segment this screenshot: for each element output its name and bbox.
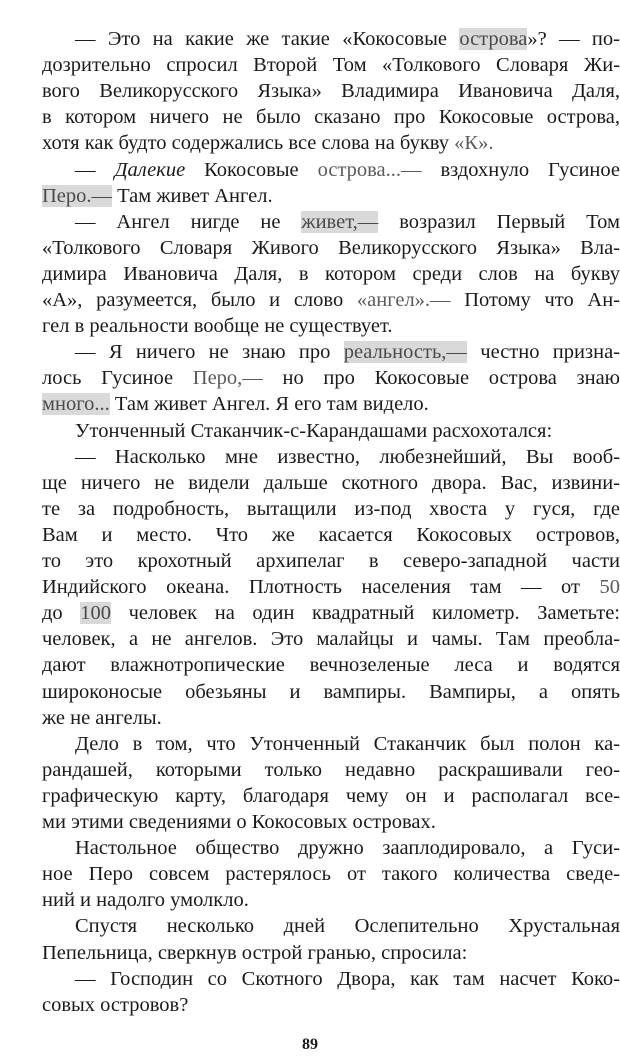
text-line xyxy=(42,470,620,496)
text-segment: Потому что Ан- xyxy=(450,289,620,311)
text-segment: графическую карту, благодаря чему он и располагал все- xyxy=(42,784,620,807)
text-line xyxy=(42,809,620,835)
text-line xyxy=(42,183,620,209)
text-segment: но про Кокосовые острова знаю xyxy=(262,367,620,390)
text-line xyxy=(42,313,620,339)
highlighted-word: 50 xyxy=(599,576,620,599)
highlighted-word: Перо,— xyxy=(192,367,263,390)
highlighted-word: живет,— xyxy=(301,210,379,233)
text-line xyxy=(75,966,620,992)
text-line xyxy=(75,418,620,444)
text-segment: широконосые обезьяны и вампиры. Вампиры, а опять xyxy=(42,680,620,703)
text-line xyxy=(42,496,620,522)
text-segment: возразил Первый Том xyxy=(378,210,620,233)
text-segment: Далекие xyxy=(114,158,186,181)
text-line xyxy=(75,444,620,470)
text-segment: хотя как будто содержались все слова на букву xyxy=(42,132,455,155)
highlighted-word: острова xyxy=(459,28,528,50)
text-segment: ний и надолго умолкло. xyxy=(42,889,249,912)
text-segment: — Господин со Скотного Двора, как там насчет Коко- xyxy=(75,967,620,990)
text-segment: те за подробность, вытащили из-под хвоста у гуся, где xyxy=(42,497,620,520)
text-segment: ми этими сведениями о Кокосовых островах. xyxy=(42,811,436,833)
text-line xyxy=(42,52,620,78)
text-line xyxy=(75,913,620,939)
text-line xyxy=(42,783,620,809)
text-line xyxy=(42,287,620,313)
text-line xyxy=(75,26,620,52)
text-line xyxy=(42,679,620,705)
text-segment: дозрительно спросил Второй Том «Толкового Словаря Жи- xyxy=(42,54,620,77)
text-segment: — Это на какие же такие «Кокосовые xyxy=(75,28,460,50)
text-segment: честно призна- xyxy=(466,341,620,364)
text-segment: димира Ивановича Даля, в котором среди слов на букву xyxy=(42,262,620,285)
text-line xyxy=(42,940,620,966)
text-segment: человек на один квадратный километр. Заметьте: xyxy=(111,602,620,625)
text-segment: рандашей, которыми только недавно раскрашивали гео- xyxy=(42,758,620,781)
text-line xyxy=(75,835,620,861)
text-segment: «А», разумеется, было и слово xyxy=(42,289,357,311)
highlighted-word: острова...— xyxy=(317,158,422,181)
text-segment: »? — по- xyxy=(527,28,620,50)
text-line xyxy=(42,861,620,887)
text-line xyxy=(75,339,620,365)
text-line xyxy=(42,757,620,783)
text-segment: лось Гусиное xyxy=(42,367,193,390)
text-segment: совых островов? xyxy=(42,993,189,1016)
text-line xyxy=(42,887,620,913)
text-line xyxy=(42,78,620,104)
text-line xyxy=(42,574,620,600)
highlighted-word: много... xyxy=(42,393,110,416)
text-segment: ще ничего не видели дальше скотного двора. Вас, извини- xyxy=(42,471,620,494)
text-segment: Там живет Ангел. xyxy=(112,184,273,207)
text-segment: Пепельница, сверкнув острой гранью, спросила: xyxy=(42,941,468,964)
text-segment: ное Перо совсем растерялось от такого количества сведе- xyxy=(42,863,620,886)
text-segment: Индийского океана. Плотность населения там — от xyxy=(42,576,600,599)
text-segment: гел в реальности вообще не существует. xyxy=(42,315,393,338)
text-line xyxy=(75,157,620,183)
text-segment: до xyxy=(42,602,81,625)
text-segment: то это крохотный архипелаг в северо-западной части xyxy=(42,550,620,572)
text-segment: вого Великорусского Языка» Владимира Ивановича Даля, xyxy=(42,80,620,103)
text-segment: человек, а не ангелов. Это малайцы и чамы. Там преобла- xyxy=(42,628,620,651)
text-line xyxy=(42,261,620,287)
text-line xyxy=(75,731,620,757)
highlighted-word: «ангел».— xyxy=(356,289,451,311)
text-line xyxy=(42,992,620,1018)
text-line xyxy=(42,600,620,626)
text-segment: вздохнуло Гусиное xyxy=(421,158,620,181)
text-line xyxy=(42,391,620,417)
text-line xyxy=(42,705,620,731)
highlighted-word: 100 xyxy=(80,602,112,625)
text-segment: «Толкового Словаря Живого Великорусского Языка» Вла- xyxy=(42,236,620,259)
text-segment: Кокосовые xyxy=(185,158,318,181)
text-line xyxy=(42,130,620,156)
text-line xyxy=(42,626,620,652)
text-segment: в котором ничего не было сказано про Кокосовые острова, xyxy=(42,106,620,129)
text-segment: Вам и место. Что же касается Кокосовых островов, xyxy=(42,523,620,546)
text-line xyxy=(42,522,620,548)
text-line xyxy=(42,548,620,574)
text-segment: — Я ничего не знаю про xyxy=(75,341,344,364)
text-segment: Утонченный Стаканчик-с-Карандашами расхохотался: xyxy=(75,419,553,442)
highlighted-word: Перо.— xyxy=(42,184,113,207)
page-number: 89 xyxy=(302,1036,318,1053)
text-line xyxy=(42,365,620,391)
text-line xyxy=(42,235,620,261)
highlighted-word: «К». xyxy=(454,132,494,155)
text-segment: — Ангел нигде не xyxy=(75,210,302,233)
highlighted-word: реальность,— xyxy=(343,341,467,364)
text-segment: Спустя несколько дней Ослепительно Хрустальная xyxy=(75,915,620,938)
text-segment: — Насколько мне известно, любезнейший, Вы вооб- xyxy=(75,445,620,468)
text-line xyxy=(75,209,620,235)
text-segment: Настольное общество дружно зааплодировало, а Гуси- xyxy=(75,837,620,860)
text-line xyxy=(42,652,620,678)
text-segment: дают влажнотропические вечнозеленые леса и водятся xyxy=(42,654,620,677)
text-segment: — xyxy=(75,158,115,181)
text-segment: же не ангелы. xyxy=(42,706,162,729)
text-line xyxy=(42,104,620,130)
text-segment: Дело в том, что Утонченный Стаканчик был полон ка- xyxy=(75,732,620,755)
text-segment: Там живет Ангел. Я его там видело. xyxy=(109,393,429,416)
